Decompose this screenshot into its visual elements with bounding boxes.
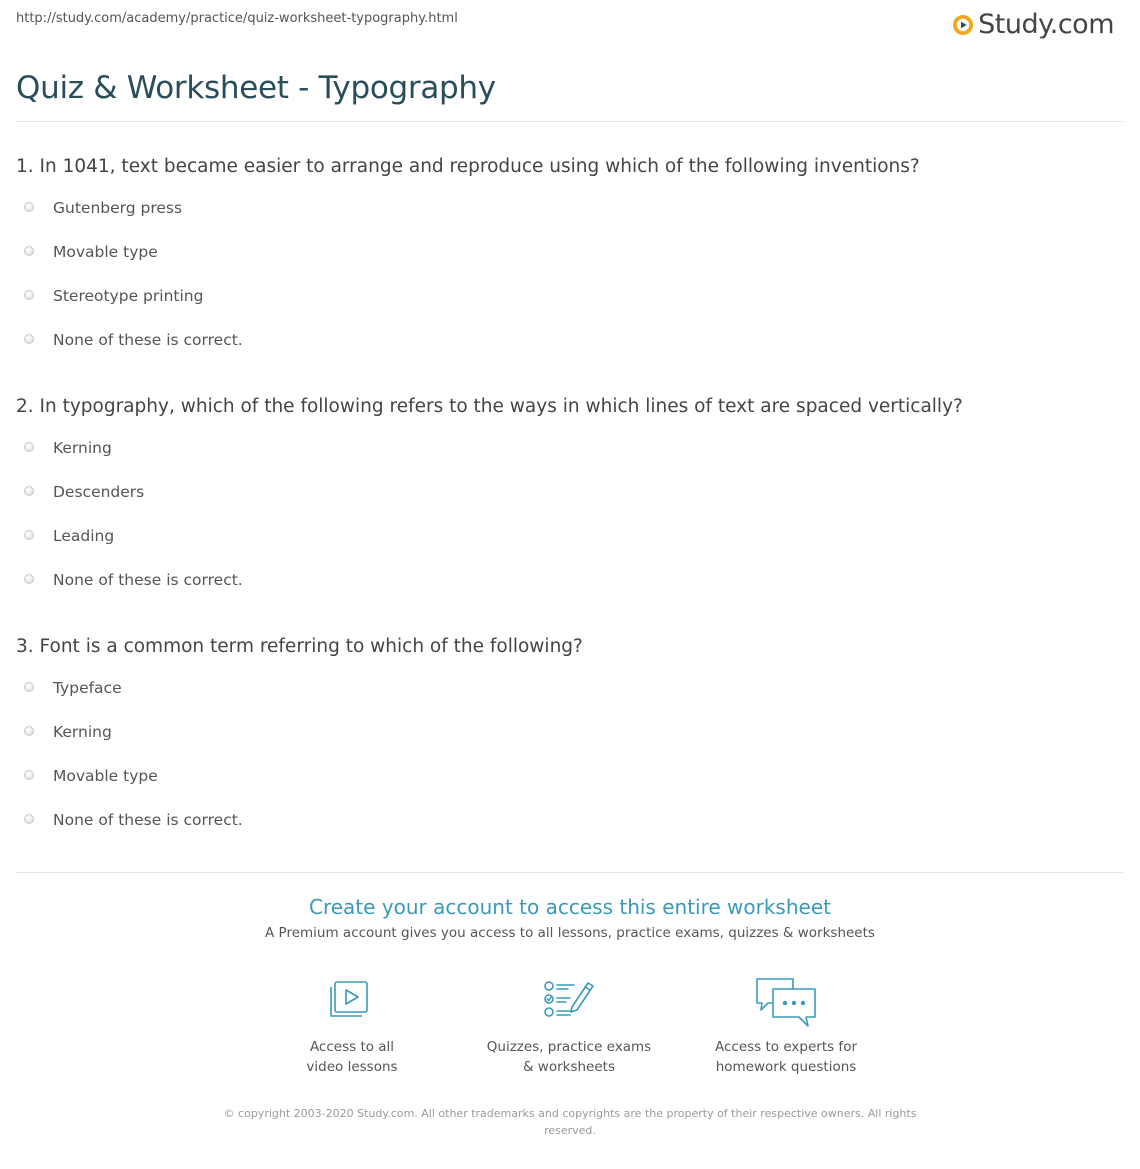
answer-label: Movable type [53,243,158,261]
radio-button-icon[interactable] [24,574,34,584]
feature-experts [686,975,886,1077]
feature-label: Access to experts for homework questions [714,1039,857,1075]
video-lessons-icon [319,975,385,1029]
feature-quizzes [469,975,669,1077]
radio-button-icon[interactable] [24,814,34,824]
play-logo-icon [952,14,974,36]
page-title: Quiz & Worksheet - Typography [16,70,496,106]
answer-options [16,188,1126,364]
question-3 [16,634,1126,844]
question-1 [16,154,1126,364]
answer-option[interactable] [16,320,1126,364]
answer-label: Descenders [53,483,145,501]
answer-option[interactable] [16,712,1126,756]
study-logo[interactable] [952,8,1114,40]
answer-options [16,428,1126,604]
radio-button-icon[interactable] [24,290,34,300]
feature-video-lessons [252,975,452,1077]
answer-label: None of these is correct. [53,331,243,349]
answer-label: Kerning [53,439,112,457]
logo-text: Study.com [978,8,1114,40]
answer-label: None of these is correct. [53,811,243,829]
answer-label: Typeface [53,679,122,697]
question-text: 3. Font is a common term referring to which of the following? [16,636,583,657]
radio-button-icon[interactable] [24,726,34,736]
radio-button-icon[interactable] [24,530,34,540]
divider [16,121,1124,122]
radio-button-icon[interactable] [24,442,34,452]
question-text: 2. In typography, which of the following refers to the ways in which lines of text are spaced vertically? [16,396,963,417]
answer-option[interactable] [16,232,1126,276]
answer-label: Movable type [53,767,158,785]
answer-option[interactable] [16,188,1126,232]
radio-button-icon[interactable] [24,682,34,692]
copyright-notice: © copyright 2003-2020 Study.com. All other trademarks and copyrights are the property of their respective owners. All rights reserved. [223,1107,917,1137]
chat-bubbles-icon [753,975,819,1029]
answer-label: Stereotype printing [53,287,204,305]
answer-option[interactable] [16,668,1126,712]
answer-label: None of these is correct. [53,571,243,589]
radio-button-icon[interactable] [24,334,34,344]
radio-button-icon[interactable] [24,202,34,212]
quiz-checklist-icon [536,975,602,1029]
radio-button-icon[interactable] [24,486,34,496]
answer-options [16,668,1126,844]
feature-label: Access to all video lessons [306,1039,398,1075]
answer-option[interactable] [16,472,1126,516]
answer-option[interactable] [16,516,1126,560]
create-account-link[interactable]: Create your account to access this entire worksheet [309,895,831,919]
page-url: http://study.com/academy/practice/quiz-worksheet-typography.html [16,11,458,26]
answer-option[interactable] [16,560,1126,604]
answer-label: Gutenberg press [53,199,183,217]
answer-option[interactable] [16,276,1126,320]
question-2 [16,394,1126,604]
answer-option[interactable] [16,428,1126,472]
divider [16,872,1124,873]
answer-label: Leading [53,527,115,545]
feature-label: Quizzes, practice exams & worksheets [486,1039,652,1075]
premium-description: A Premium account gives you access to all lessons, practice exams, quizzes & worksheets [265,925,875,941]
answer-option[interactable] [16,800,1126,844]
radio-button-icon[interactable] [24,770,34,780]
answer-label: Kerning [53,723,112,741]
question-text: 1. In 1041, text became easier to arrange and reproduce using which of the following inventions? [16,156,920,177]
answer-option[interactable] [16,756,1126,800]
radio-button-icon[interactable] [24,246,34,256]
premium-features [0,975,1140,1085]
